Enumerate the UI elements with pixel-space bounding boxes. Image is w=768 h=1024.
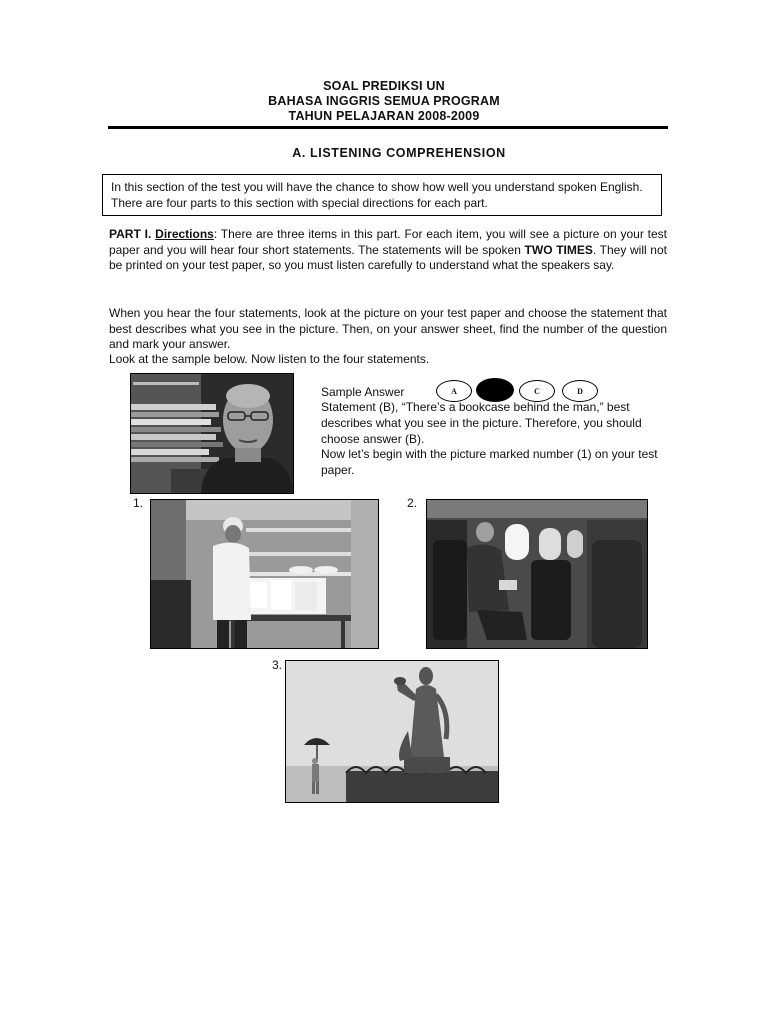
begin-instruction: Now let’s begin with the picture marked number (1) on your test paper.	[321, 447, 658, 477]
sample-explanation: Statement (B), “There’s a bookcase behind the man,” best describes what you see in the picture. Therefore, you should choose answer (B).	[321, 400, 642, 446]
part1-text-b: . They will not be printed on your test paper, so you must listen carefully to understand what the speakers say.	[109, 242, 667, 273]
sample-photo	[130, 373, 294, 494]
directions-label: Directions	[155, 227, 214, 241]
sample-answer-label: Sample Answer	[321, 385, 405, 399]
photo-3-statue-umbrella	[285, 660, 499, 803]
part1-label: PART I.	[109, 227, 152, 241]
answer-bubble-d: D	[562, 380, 598, 402]
item-number-1: 1.	[133, 496, 144, 510]
header-divider	[108, 126, 668, 129]
answer-bubble-c: C	[519, 380, 555, 402]
part1-paragraph	[109, 227, 667, 274]
item-number-2: 2.	[407, 496, 418, 510]
intro-box	[102, 174, 662, 216]
intro-text: In this section of the test you will have the chance to show how well you understand spoken English. There are four parts to this section with special directions for each part.	[111, 180, 643, 210]
header-line-2: BAHASA INGGRIS SEMUA PROGRAM	[268, 94, 500, 108]
header-line-3: TAHUN PELAJARAN 2008-2009	[288, 109, 480, 123]
photo-2-airplane-cabin	[426, 499, 648, 649]
item-number-3: 3.	[272, 658, 283, 672]
header-line-1: SOAL PREDIKSI UN	[323, 79, 445, 93]
answer-bubble-a: A	[436, 380, 472, 402]
sample-intro: Look at the sample below. Now listen to the four statements.	[109, 352, 430, 366]
photo-1-kitchen-worker	[150, 499, 379, 649]
instructions-paragraph: When you hear the four statements, look at the picture on your test paper and choose the statement that best describes what you see in the picture. Then, on your answer sheet, find the number of the question and mark your answer.	[109, 306, 667, 352]
two-times-emphasis: TWO TIMES	[524, 242, 593, 257]
part1-text-a: : There are three items in this part. For each item, you will see a picture on your test paper and you will hear four short statements. The statements will be spoken	[109, 227, 668, 257]
answer-bubble-b-selected	[476, 378, 514, 402]
section-title: A. LISTENING COMPREHENSION	[292, 146, 506, 160]
